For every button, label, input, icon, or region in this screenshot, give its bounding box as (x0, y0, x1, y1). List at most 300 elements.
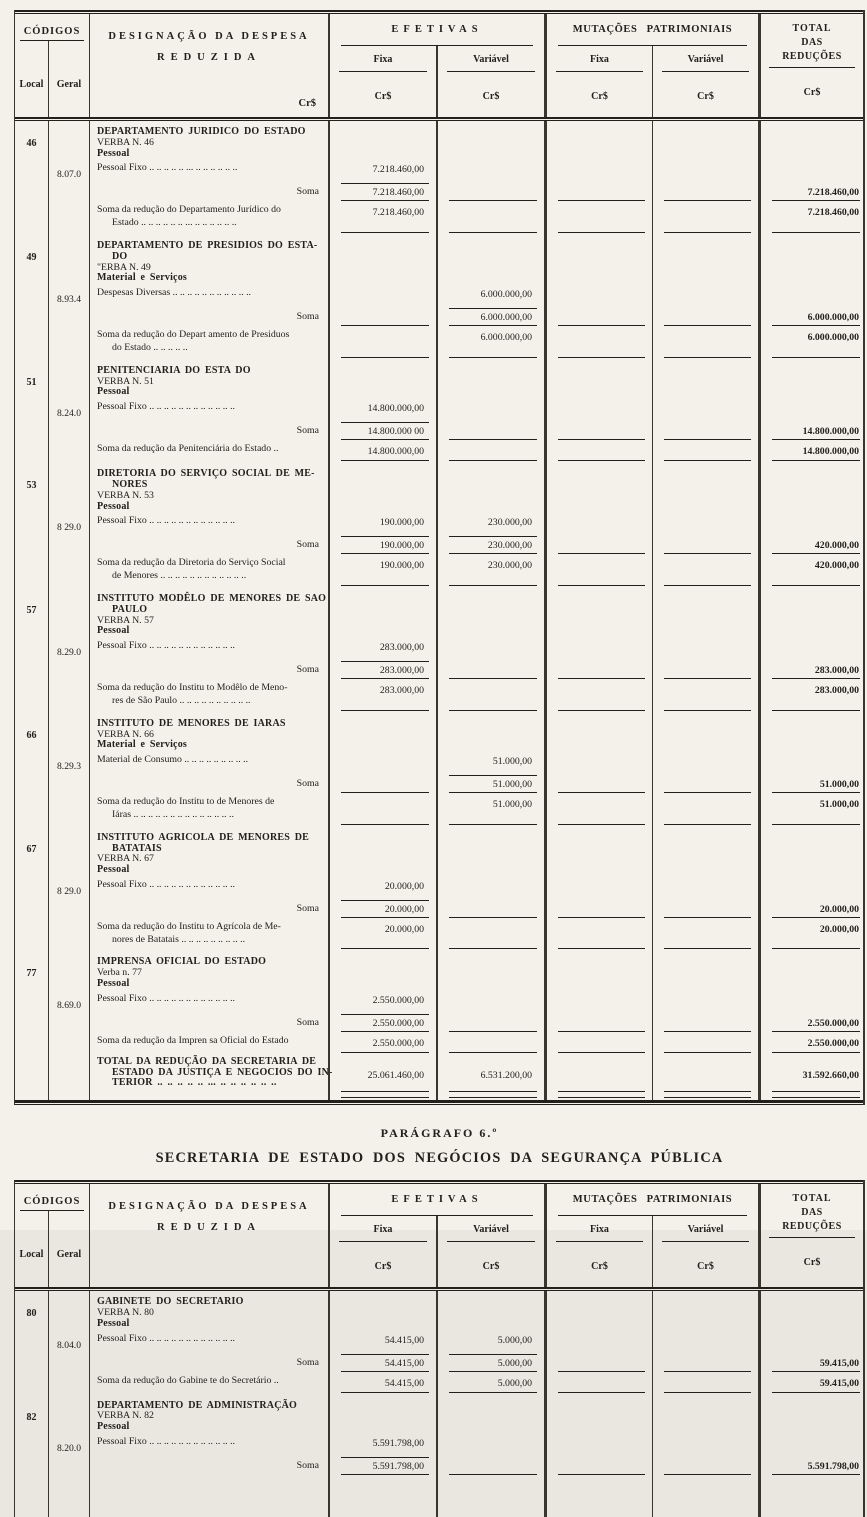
table-row (15, 664, 863, 681)
table-row (15, 1334, 863, 1357)
designation-line: Pessoal (97, 1421, 130, 1433)
amount-total-cell (761, 328, 863, 360)
geral-label: Geral (56, 1248, 82, 1260)
amount-total: 51.000,00 (819, 799, 859, 811)
amount-mutacoes-variavel-cell (653, 121, 761, 163)
amount-efetivas-fixa-cell (330, 795, 438, 827)
rule-line (341, 1474, 429, 1475)
rule-line (664, 1392, 751, 1393)
table-row (15, 795, 863, 827)
amount-mutacoes-variavel-cell (653, 1460, 761, 1477)
code-geral-cell (49, 755, 90, 778)
rule-line (449, 1052, 537, 1053)
designation-line: Pessoal Fixo .. .. .. .. .. .. .. .. .. .. .. .. (97, 401, 235, 413)
designation-cell (90, 1357, 330, 1374)
currency-label: Cr$ (803, 87, 821, 98)
code-local: 46 (26, 138, 37, 149)
table-row (15, 442, 863, 463)
code-local-cell (15, 1437, 49, 1460)
code-geral-cell (49, 903, 90, 920)
rule-line (558, 460, 645, 461)
rule-line (664, 200, 751, 201)
amount-mutacoes-variavel-cell (653, 1374, 761, 1395)
amount-efetivas-variavel-cell (438, 588, 547, 641)
designation-cell (90, 539, 330, 556)
amount-efetivas-variavel: 51.000,00 (492, 756, 532, 768)
amount-efetivas-variavel-cell (438, 163, 547, 186)
rule-line (558, 1474, 645, 1475)
amount-efetivas-fixa-cell (330, 360, 438, 402)
amount-total: 20.000,00 (819, 903, 859, 915)
code-geral-cell (49, 1034, 90, 1055)
code-local: 57 (26, 604, 37, 616)
rule-line (449, 775, 537, 776)
efetivas-fixa-subcolumn (330, 46, 438, 117)
code-geral-cell (49, 203, 90, 235)
rule-line (449, 1097, 537, 1098)
code-geral-cell (49, 402, 90, 425)
code-geral-cell (49, 328, 90, 360)
amount-mutacoes-variavel-cell (653, 1034, 761, 1055)
currency-label: Cr$ (374, 90, 392, 102)
rule-line (772, 1031, 860, 1032)
rule-line (341, 1052, 429, 1053)
designation-line: VERBA N. 67 (97, 853, 154, 865)
rule-line (341, 536, 429, 537)
variavel-label: Variável (473, 1224, 509, 1236)
rule-line (558, 710, 645, 711)
amount-efetivas-fixa-cell (330, 1291, 438, 1333)
code-geral-cell (49, 539, 90, 556)
amount-efetivas-fixa-cell (330, 713, 438, 755)
designation-line: VERBA N. 53 (97, 489, 154, 501)
table-row (15, 311, 863, 328)
amount-efetivas-variavel-cell (438, 795, 547, 827)
designation-line: Pessoal (97, 386, 130, 398)
designation-cell (90, 203, 330, 235)
paragrafo-heading: PARÁGRAFO 6.º (380, 1126, 499, 1141)
code-geral-cell (49, 425, 90, 442)
designation-line: Soma da redução do Depart amento de Presiduos (97, 329, 290, 341)
code-local-cell (15, 778, 49, 795)
amount-efetivas-variavel-cell (438, 288, 547, 311)
amount-mutacoes-fixa-cell (547, 827, 653, 880)
amount-efetivas-fixa-cell (330, 1374, 438, 1395)
amount-efetivas-variavel-cell (438, 1374, 547, 1395)
designation-cell (90, 994, 330, 1017)
code-geral-cell (49, 664, 90, 681)
currency-label: Cr$ (697, 90, 714, 102)
table-row (15, 186, 863, 203)
amount-mutacoes-variavel-cell (653, 425, 761, 442)
table-row (15, 425, 863, 442)
amount-mutacoes-variavel-cell (653, 664, 761, 681)
designation-cell (90, 121, 330, 163)
amount-efetivas-variavel-cell (438, 681, 547, 713)
soma-label: Soma (296, 1016, 319, 1028)
amount-efetivas-variavel: 230.000,00 (487, 560, 532, 572)
amount-total-cell (761, 556, 863, 588)
rule-line (664, 917, 751, 918)
mutacoes-label: MUTAÇÕES PATRIMONIAIS (572, 1194, 733, 1206)
rule-line (449, 536, 537, 537)
code-geral: 8.07.0 (57, 169, 81, 181)
table-row (15, 516, 863, 539)
rule-line (341, 1031, 429, 1032)
designation-line: do Estado .. .. .. .. .. (112, 341, 188, 353)
designation-line: INSTITUTO DE MENORES DE IARAS (97, 717, 286, 729)
amount-efetivas-fixa-cell (330, 163, 438, 186)
rule-line (772, 232, 860, 233)
amount-efetivas-fixa-cell (330, 463, 438, 516)
amount-mutacoes-variavel-cell (653, 827, 761, 880)
amount-efetivas-fixa-cell (330, 402, 438, 425)
rule-line (341, 553, 429, 554)
amount-efetivas-fixa: 2.550.000,00 (372, 1017, 424, 1029)
designation-line: DEPARTAMENTO DE ADMINISTRAÇÃO (97, 1399, 298, 1411)
rule-line (664, 1052, 751, 1053)
rule-line (341, 585, 429, 586)
code-geral-cell (49, 641, 90, 664)
designation-cell (90, 1055, 333, 1100)
code-geral-cell (49, 713, 90, 755)
designation-cell (90, 442, 330, 463)
amount-total-cell (761, 920, 863, 952)
code-geral-cell (49, 1460, 90, 1477)
code-local-cell (15, 360, 49, 402)
amount-total-cell (761, 755, 863, 778)
designation-line: Pessoal Fixo .. .. .. .. .. .. .. .. .. .. .. .. (97, 640, 235, 652)
rule-line (449, 308, 537, 309)
rule-line (341, 1097, 429, 1098)
rule-line (664, 357, 751, 358)
table-row (15, 713, 863, 755)
code-geral: 8.93.4 (57, 294, 81, 306)
designation-cell (90, 463, 330, 516)
amount-mutacoes-variavel-cell (653, 1055, 761, 1100)
amount-efetivas-variavel-cell (438, 778, 547, 795)
table-row (15, 588, 863, 641)
code-geral-cell (49, 1374, 90, 1395)
designation-line: Pessoal Fixo .. .. .. .. .. .. .. .. .. .. .. .. (97, 515, 235, 527)
soma-label: Soma (296, 1356, 319, 1368)
rule-line (664, 585, 751, 586)
amount-efetivas-fixa: 2.550.000,00 (372, 994, 424, 1006)
code-local-cell (15, 588, 49, 641)
code-local-cell (15, 203, 49, 235)
amount-total: 2.550.000,00 (807, 1017, 859, 1029)
amount-total-cell (761, 1055, 863, 1100)
rule-line (772, 1371, 860, 1372)
amount-mutacoes-fixa-cell (547, 311, 653, 328)
amount-efetivas-variavel-cell (438, 903, 547, 920)
amount-efetivas-variavel-cell (438, 1055, 547, 1100)
designation-line: NORES (112, 478, 148, 490)
amount-mutacoes-fixa-cell (547, 1437, 653, 1460)
code-geral: 8.20.0 (57, 1443, 81, 1455)
rule-line (341, 183, 429, 184)
table-row (15, 328, 863, 360)
amount-efetivas-variavel: 51.000,00 (492, 779, 532, 791)
efetivas-subcolumns (330, 46, 544, 117)
rule-line (449, 325, 537, 326)
amount-mutacoes-variavel-cell (653, 1357, 761, 1374)
rule-line (449, 1392, 537, 1393)
mutacoes-header-cell (547, 1184, 761, 1287)
rule-line (341, 1014, 429, 1015)
amount-efetivas-variavel-cell (438, 186, 547, 203)
rule-line (449, 917, 537, 918)
amount-mutacoes-variavel-cell (653, 795, 761, 827)
designation-line: Pessoal (97, 864, 130, 876)
amount-efetivas-variavel-cell (438, 1034, 547, 1055)
amount-efetivas-fixa: 190.000,00 (379, 540, 424, 552)
code-geral: 8.24.0 (57, 408, 81, 420)
amount-mutacoes-variavel-cell (653, 588, 761, 641)
amount-mutacoes-variavel-cell (653, 778, 761, 795)
amount-mutacoes-fixa-cell (547, 121, 653, 163)
amount-total: 420.000,00 (814, 540, 859, 552)
designation-cell (90, 755, 330, 778)
amount-efetivas-fixa: 190.000,00 (379, 560, 424, 572)
rule-line (449, 1354, 537, 1355)
designation-cell (90, 713, 330, 755)
amount-efetivas-variavel-cell (438, 827, 547, 880)
designation-cell (90, 1460, 330, 1477)
amount-mutacoes-fixa-cell (547, 795, 653, 827)
amount-mutacoes-variavel-cell (653, 203, 761, 235)
mutacoes-fixa-subcolumn (547, 46, 653, 117)
amount-total: 283.000,00 (814, 665, 859, 677)
total-label-line2: DAS (801, 1207, 823, 1219)
code-geral-cell (49, 311, 90, 328)
amount-total-cell (761, 360, 863, 402)
designation-line: Material e Serviços (97, 272, 187, 284)
code-geral-cell (49, 516, 90, 539)
amount-total-cell (761, 1395, 863, 1437)
designation-label-line2: REDUZIDA (156, 1222, 261, 1234)
variavel-label: Variável (687, 1224, 724, 1236)
amount-efetivas-fixa: 7.218.460,00 (372, 164, 424, 176)
rule-line (664, 1091, 751, 1092)
designation-cell (90, 1291, 330, 1333)
rule-line (772, 1052, 860, 1053)
rule-line (558, 585, 645, 586)
designation-cell (90, 641, 330, 664)
rule-line (449, 1474, 537, 1475)
amount-mutacoes-variavel-cell (653, 1291, 761, 1333)
code-local: 66 (26, 729, 37, 741)
code-geral-cell (49, 880, 90, 903)
rule-line (558, 232, 645, 233)
mutacoes-variavel-subcolumn (653, 46, 758, 117)
code-geral-cell (49, 1357, 90, 1374)
amount-mutacoes-fixa-cell (547, 425, 653, 442)
rule-line (341, 460, 429, 461)
rule-line (449, 357, 537, 358)
designation-line: Pessoal (97, 147, 130, 159)
code-geral: 8 29.0 (57, 522, 81, 534)
rule-line (558, 917, 645, 918)
rule-line (341, 1392, 429, 1393)
designation-line: Soma da redução da Penitenciária do Estado .. (97, 443, 279, 455)
amount-total-cell (761, 713, 863, 755)
rule-line (449, 439, 537, 440)
rule-line (558, 824, 645, 825)
table-row (15, 163, 863, 186)
designation-line: nores de Batatais .. .. .. .. .. .. .. .. .. (112, 933, 246, 945)
amount-mutacoes-variavel-cell (653, 994, 761, 1017)
amount-efetivas-variavel: 5.000,00 (497, 1357, 532, 1369)
designation-line: GABINETE DO SECRETARIO (97, 1296, 244, 1308)
amount-mutacoes-variavel-cell (653, 402, 761, 425)
code-local-cell (15, 1395, 49, 1437)
amount-mutacoes-fixa-cell (547, 1291, 653, 1333)
amount-efetivas-variavel-cell (438, 1291, 547, 1333)
code-local-cell (15, 463, 49, 516)
amount-mutacoes-fixa-cell (547, 903, 653, 920)
amount-total-cell (761, 186, 863, 203)
amount-total-cell (761, 778, 863, 795)
soma-label: Soma (296, 186, 319, 198)
rule-line (341, 1091, 429, 1092)
table-row (15, 463, 863, 516)
rule-line (772, 917, 860, 918)
code-geral-cell (49, 163, 90, 186)
amount-mutacoes-fixa-cell (547, 681, 653, 713)
rule-line (558, 1371, 645, 1372)
mutacoes-fixa-subcolumn (547, 1216, 653, 1287)
amount-efetivas-fixa-cell (330, 1395, 438, 1437)
rule-line (772, 824, 860, 825)
amount-total-cell (761, 880, 863, 903)
variavel-label: Variável (473, 54, 509, 65)
codes-label: CÓDIGOS (23, 26, 81, 37)
amount-mutacoes-variavel-cell (653, 1437, 761, 1460)
designation-line: VERBA N. 57 (97, 614, 154, 626)
designation-label-line1: DESIGNAÇÃO DA DESPESA (108, 31, 310, 42)
code-geral-cell (49, 795, 90, 827)
seguranca-reduction-table (14, 1180, 865, 1517)
code-local-cell (15, 880, 49, 903)
designation-line: VERBA N. 80 (97, 1307, 154, 1319)
amount-total-cell (761, 516, 863, 539)
designation-line: Despesas Diversas .. .. .. .. .. .. .. .. .. .. .. (97, 287, 252, 299)
code-geral-cell (49, 360, 90, 402)
table-row (15, 827, 863, 880)
code-local-cell (15, 903, 49, 920)
amount-total-cell (761, 288, 863, 311)
amount-efetivas-fixa: 283.000,00 (379, 685, 424, 697)
amount-mutacoes-fixa-cell (547, 994, 653, 1017)
amount-mutacoes-variavel-cell (653, 1017, 761, 1034)
amount-total-cell (761, 1437, 863, 1460)
designation-cell (90, 1374, 330, 1395)
code-local-cell (15, 1034, 49, 1055)
amount-efetivas-fixa-cell (330, 1437, 438, 1460)
amount-efetivas-fixa-cell (330, 1357, 438, 1374)
amount-efetivas-variavel-cell (438, 328, 547, 360)
amount-efetivas-fixa-cell (330, 778, 438, 795)
amount-total: 31.592.660,00 (802, 1069, 859, 1081)
table-row (15, 539, 863, 556)
amount-mutacoes-variavel-cell (653, 360, 761, 402)
rule-line (664, 325, 751, 326)
amount-efetivas-variavel-cell (438, 235, 547, 288)
table-header (15, 1184, 863, 1287)
rule-line (341, 325, 429, 326)
geral-label: Geral (56, 78, 82, 90)
rule-line (449, 1091, 537, 1092)
table-row (15, 778, 863, 795)
amount-total-cell (761, 1357, 863, 1374)
amount-efetivas-fixa-cell (330, 186, 438, 203)
amount-mutacoes-variavel-cell (653, 681, 761, 713)
amount-efetivas-fixa-cell (330, 311, 438, 328)
fixa-label: Fixa (590, 1224, 609, 1236)
amount-total-cell (761, 1477, 863, 1517)
soma-label: Soma (296, 1460, 319, 1472)
amount-efetivas-fixa: 7.218.460,00 (372, 187, 424, 199)
rule-line (341, 232, 429, 233)
mutacoes-header-cell (547, 14, 761, 117)
rule-line (772, 710, 860, 711)
code-local-cell (15, 994, 49, 1017)
amount-efetivas-variavel-cell (438, 516, 547, 539)
amount-efetivas-fixa-cell (330, 588, 438, 641)
designation-cell (90, 795, 330, 827)
rule-line (664, 1097, 751, 1098)
amount-efetivas-fixa: 54.415,00 (384, 1377, 424, 1389)
amount-mutacoes-fixa-cell (547, 920, 653, 952)
amount-mutacoes-variavel-cell (653, 880, 761, 903)
amount-efetivas-fixa: 20.000,00 (384, 923, 424, 935)
designation-cell (90, 903, 330, 920)
amount-efetivas-fixa-cell (330, 1017, 438, 1034)
rule-line (558, 357, 645, 358)
code-geral-cell (49, 778, 90, 795)
designation-line: "ERBA N. 49 (97, 261, 151, 273)
amount-efetivas-fixa: 14.800.000,00 (367, 403, 424, 415)
code-local-cell (15, 235, 49, 288)
amount-efetivas-variavel-cell (438, 880, 547, 903)
amount-efetivas-fixa-cell (330, 235, 438, 288)
rule-line (558, 1031, 645, 1032)
designation-line: DO (112, 250, 128, 262)
amount-efetivas-variavel: 51.000,00 (492, 799, 532, 811)
rule-line (558, 948, 645, 949)
amount-mutacoes-fixa-cell (547, 360, 653, 402)
amount-total-cell (761, 121, 863, 163)
rule-line (341, 200, 429, 201)
designation-line: Soma da redução do Institu to Agrícola de Me- (97, 920, 281, 932)
amount-efetivas-fixa: 5.591.798,00 (372, 1461, 424, 1473)
amount-mutacoes-fixa-cell (547, 951, 653, 993)
designation-cell (90, 880, 330, 903)
table-row (15, 903, 863, 920)
designation-line: Soma da redução do Departamento Jurídico do (97, 204, 281, 216)
amount-efetivas-variavel: 5.000,00 (497, 1377, 532, 1389)
currency-label: Cr$ (591, 1260, 608, 1272)
code-local-cell (15, 1357, 49, 1374)
amount-total: 59.415,00 (819, 1377, 859, 1389)
rule-line (558, 200, 645, 201)
amount-mutacoes-fixa-cell (547, 755, 653, 778)
amount-efetivas-fixa-cell (330, 903, 438, 920)
amount-mutacoes-fixa-cell (547, 664, 653, 681)
designation-line: Soma da redução do Institu to Modêlo de Meno- (97, 682, 288, 694)
amount-mutacoes-variavel-cell (653, 1477, 761, 1517)
